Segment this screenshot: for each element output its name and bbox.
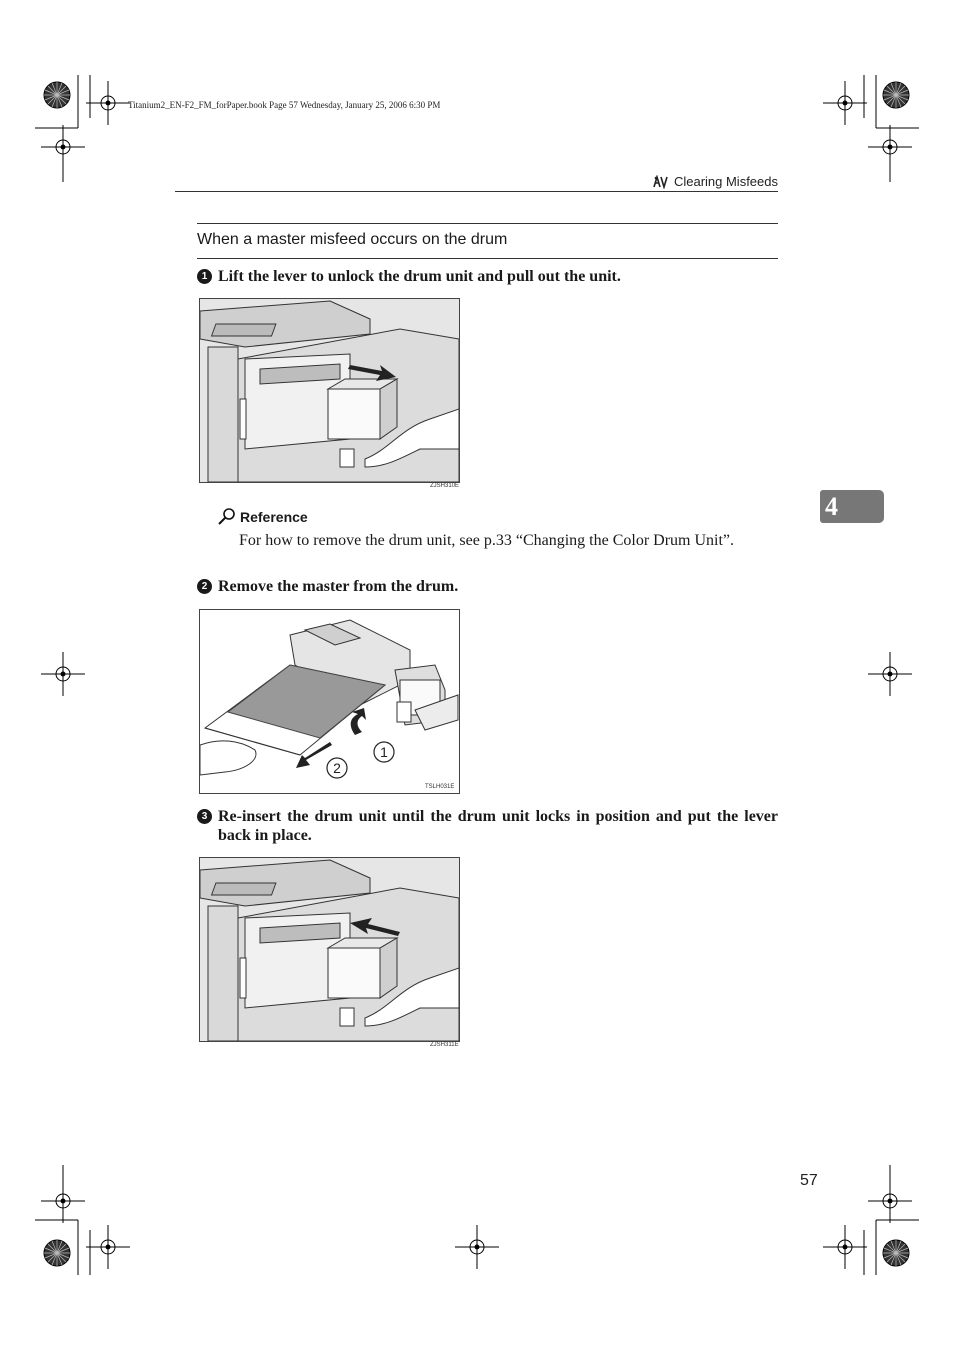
figure-code: ZJSH310E [430, 483, 460, 489]
section-rule-top [197, 223, 778, 224]
callout-1: 1 [380, 744, 388, 760]
drum-reinsert-illustration [200, 858, 459, 1041]
chapter-tab: 4 [820, 490, 884, 523]
step-number-badge: 2 [197, 579, 212, 594]
section-title: When a master misfeed occurs on the drum [197, 231, 508, 248]
figure-pull-out-drum [199, 298, 460, 483]
reference-label: Reference [240, 509, 308, 525]
remove-master-illustration [200, 610, 459, 793]
figure-remove-master [199, 609, 460, 794]
book-info-line: Titanium2_EN-F2_FM_forPaper.book Page 57 Wednesday, January 25, 2006 6:30 PM [128, 100, 441, 110]
figure-reinsert-drum [199, 857, 460, 1042]
step-2 [197, 577, 778, 596]
step-text: Re-insert the drum unit until the drum unit locks in position and put the lever back in place. [218, 808, 778, 844]
figure-code: ZJSH311E [430, 1042, 459, 1048]
section-rule-bottom [197, 258, 778, 259]
header-rule [175, 191, 778, 192]
step-number-badge: 1 [197, 269, 212, 284]
header-title: Clearing Misfeeds [673, 174, 778, 189]
page-number: 57 [800, 1172, 818, 1189]
figure-code: TSLH031E [425, 784, 455, 790]
callout-2: 2 [333, 760, 341, 776]
drum-pull-out-illustration [200, 299, 459, 482]
step-text: Lift the lever to unlock the drum unit and pull out the unit. [218, 268, 621, 285]
running-header [652, 174, 778, 189]
magnifier-icon [217, 508, 237, 526]
step-3 [197, 807, 778, 845]
reference-heading [217, 508, 308, 526]
step-text: Remove the master from the drum. [218, 578, 459, 595]
reference-text: For how to remove the drum unit, see p.33 “Changing the Color Drum Unit”. [239, 532, 735, 549]
misfeed-icon [652, 175, 670, 189]
step-1 [197, 267, 778, 286]
step-number-badge: 3 [197, 809, 212, 824]
